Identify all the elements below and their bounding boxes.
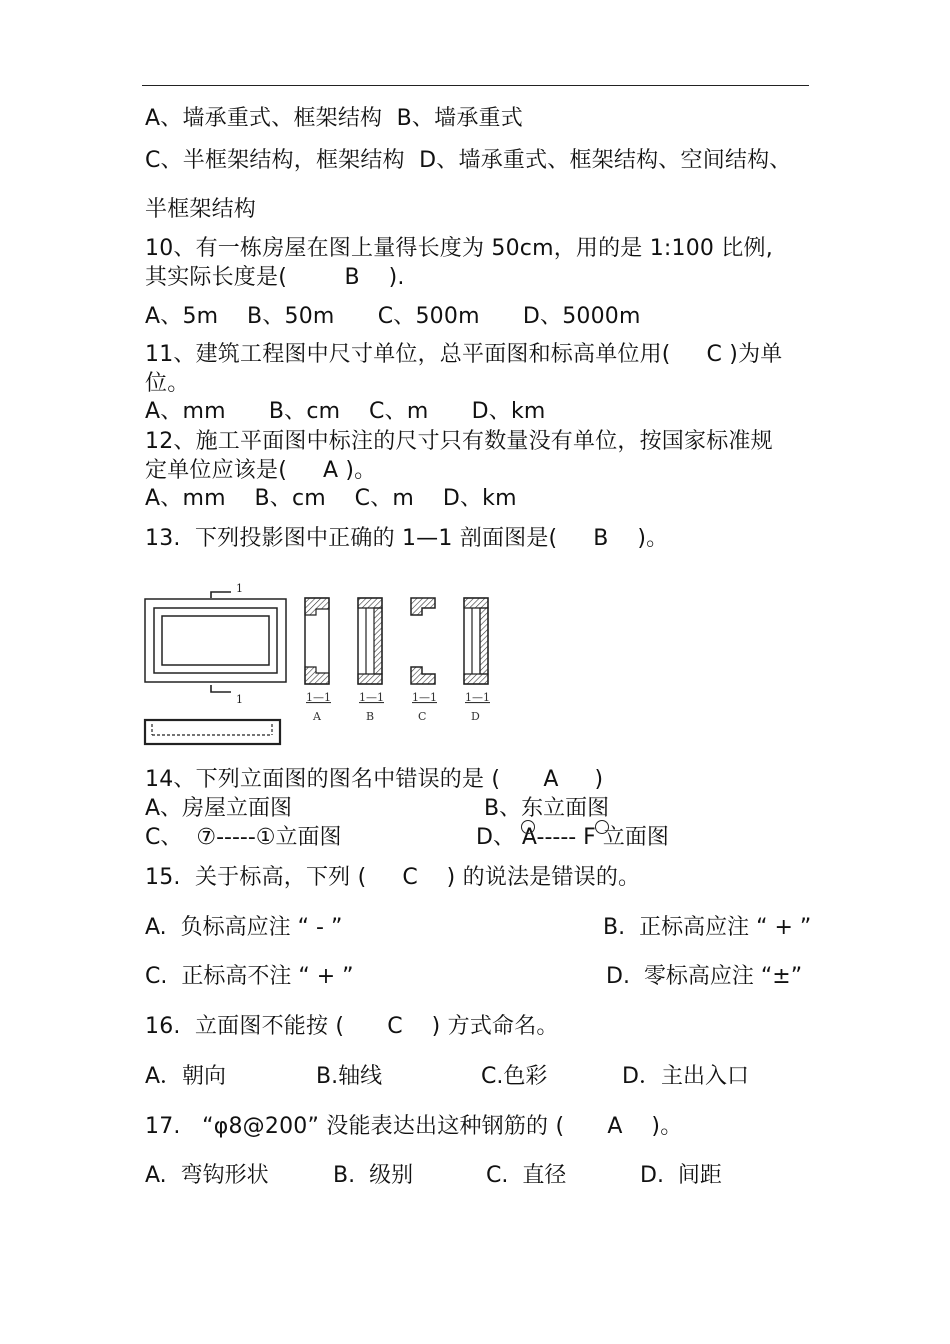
q11-stem-line-1: 11、建筑工程图中尺寸单位，总平面图和标高单位用( C )为单 <box>145 342 783 367</box>
q14-stem: 14、下列立面图的图名中错误的是 ( A ) <box>145 767 604 792</box>
q17-option-a: A. 弯钩形状 <box>145 1163 269 1188</box>
section-option-c <box>411 598 435 684</box>
q14-option-a: A、房屋立面图 <box>145 796 293 821</box>
q15-option-d: D. 零标高应注 “±” <box>606 964 803 989</box>
axis-circle-a-icon <box>521 820 535 834</box>
axis-circle-f-icon <box>595 820 609 834</box>
q14-option-c: C、 ⑦-----①立面图 <box>145 825 342 850</box>
cut-label-top: 1 <box>236 582 243 595</box>
q15-option-a: A. 负标高应注 “ - ” <box>145 915 343 940</box>
section-label-b: 1—1 <box>359 691 384 704</box>
q17-option-c: C. 直径 <box>486 1163 567 1188</box>
section-option-a <box>305 598 329 684</box>
q17-stem: 17. “φ8@200” 没能表达出这种钢筋的 ( A )。 <box>145 1114 683 1139</box>
elevation-view <box>145 720 280 744</box>
q16-option-c: C.色彩 <box>481 1064 548 1089</box>
q17-option-b: B. 级别 <box>333 1163 414 1188</box>
q13-stem: 13. 下列投影图中正确的 1—1 剖面图是( B )。 <box>145 526 669 551</box>
option-letter-d: D <box>471 710 480 723</box>
q17-option-d: D. 间距 <box>640 1163 722 1188</box>
q9-options-line-2: C、半框架结构，框架结构 D、墙承重式、框架结构、空间结构、 <box>145 148 792 173</box>
q13-section-figure <box>140 575 510 750</box>
q16-option-a: A．朝向 <box>145 1064 227 1089</box>
q12-options: A、mm B、cm C、m D、km <box>145 486 517 511</box>
section-option-b <box>358 598 382 684</box>
q9-options-line-3: 半框架结构 <box>145 197 257 222</box>
section-label-c: 1—1 <box>412 691 437 704</box>
q9-options-line-1: A、墙承重式、框架结构 B、墙承重式 <box>145 106 523 131</box>
q15-option-b: B. 正标高应注 “ + ” <box>603 915 812 940</box>
q12-stem-line-2: 定单位应该是( A )。 <box>145 458 377 483</box>
cut-label-bottom: 1 <box>236 693 243 706</box>
q10-options: A、5m B、50m C、500m D、5000m <box>145 304 641 329</box>
q16-stem: 16. 立面图不能按 ( C ) 方式命名。 <box>145 1014 559 1039</box>
q11-options: A、mm B、cm C、m D、km <box>145 399 546 424</box>
q14-option-d: D、 A----- F 立面图 <box>476 825 669 850</box>
section-label-d: 1—1 <box>465 691 490 704</box>
option-letter-c: C <box>418 710 427 723</box>
section-label-a: 1—1 <box>306 691 331 704</box>
q10-stem-line-2: 其实际长度是( B ). <box>145 265 405 290</box>
plan-view <box>145 599 286 682</box>
q14-option-b: B、东立面图 <box>484 796 610 821</box>
cut-mark-bottom <box>211 685 231 692</box>
option-letter-b: B <box>366 710 375 723</box>
option-letter-a: A <box>313 710 321 723</box>
q12-stem-line-1: 12、施工平面图中标注的尺寸只有数量没有单位，按国家标准规 <box>145 429 773 454</box>
header-rule <box>142 85 809 86</box>
q15-option-c: C. 正标高不注 “ + ” <box>145 964 354 989</box>
q10-stem-line-1: 10、有一栋房屋在图上量得长度为 50cm，用的是 1:100 比例, <box>145 236 773 261</box>
cut-mark-top <box>211 592 231 598</box>
q11-stem-line-2: 位。 <box>145 371 190 396</box>
q16-option-d: D．主出入口 <box>622 1064 749 1089</box>
section-option-d <box>464 598 488 684</box>
q15-stem: 15. 关于标高，下列 ( C ) 的说法是错误的。 <box>145 865 641 890</box>
q16-option-b: B.轴线 <box>316 1064 383 1089</box>
